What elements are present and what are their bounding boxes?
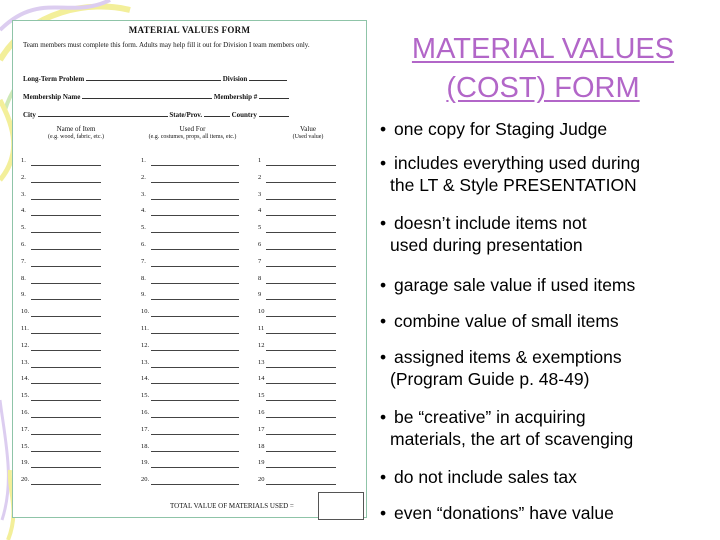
item-name-line bbox=[31, 350, 101, 351]
bullet-dot: • bbox=[380, 407, 387, 427]
form-title: MATERIAL VALUES FORM bbox=[128, 25, 251, 35]
bullet-text-line2: materials, the art of scavenging bbox=[390, 429, 634, 449]
used-for-line bbox=[151, 434, 239, 435]
value-number: 12 bbox=[258, 341, 265, 349]
bullet-item bbox=[380, 502, 710, 524]
used-for-line bbox=[151, 299, 239, 300]
bullet-item bbox=[380, 346, 710, 390]
used-for-line bbox=[151, 249, 239, 250]
problem-label: Long-Term Problem bbox=[23, 75, 85, 83]
value-number: 14 bbox=[258, 375, 265, 383]
item-name-number: 5. bbox=[21, 224, 26, 232]
item-name-number: 16. bbox=[21, 409, 30, 416]
bullet-item bbox=[380, 212, 710, 256]
total-label: TOTAL VALUE OF MATERIALS USED = bbox=[170, 502, 294, 510]
used-for-number: 1. bbox=[141, 157, 146, 164]
value-number: 8 bbox=[258, 274, 262, 282]
column-head-item bbox=[31, 125, 121, 141]
used-for-line bbox=[151, 232, 239, 233]
used-for-number: 16. bbox=[141, 409, 150, 416]
value-line bbox=[266, 434, 336, 435]
item-name-number: 11. bbox=[21, 325, 29, 332]
item-name-line bbox=[31, 232, 101, 233]
item-name-number: 10. bbox=[21, 308, 30, 316]
value-line bbox=[266, 249, 336, 250]
bullet-text-line1: be “creative” in acquiring bbox=[394, 407, 586, 427]
item-name-number: 1. bbox=[21, 157, 26, 164]
used-for-number: 3. bbox=[141, 190, 146, 198]
membership-name-blank bbox=[82, 91, 212, 99]
item-name-line bbox=[31, 484, 101, 485]
bullet-text-line1: do not include sales tax bbox=[394, 467, 577, 487]
item-name-line bbox=[31, 266, 101, 267]
used-for-line bbox=[151, 283, 239, 284]
item-name-line bbox=[31, 451, 101, 452]
item-name-line bbox=[31, 417, 101, 418]
value-line bbox=[266, 467, 336, 468]
bullet-item bbox=[380, 274, 710, 296]
column-head-used-for-sub: (e.g. costumes, props, all items, etc.) bbox=[148, 134, 237, 140]
value-number: 2 bbox=[258, 173, 262, 181]
used-for-line bbox=[151, 333, 239, 334]
bullet-text-line1: assigned items & exemptions bbox=[394, 347, 622, 367]
bullet-item bbox=[380, 152, 710, 196]
used-for-number: 7. bbox=[141, 257, 146, 265]
value-line bbox=[266, 367, 336, 368]
used-for-number: 8. bbox=[141, 274, 146, 282]
item-name-line bbox=[31, 283, 101, 284]
used-for-line bbox=[151, 215, 239, 216]
item-name-number: 15. bbox=[21, 392, 30, 400]
used-for-line bbox=[151, 182, 239, 183]
item-name-line bbox=[31, 467, 101, 468]
column-head-value bbox=[268, 125, 348, 141]
item-name-line bbox=[31, 299, 101, 300]
value-number: 3 bbox=[258, 190, 262, 198]
bullet-dot: • bbox=[380, 153, 387, 173]
used-for-line bbox=[151, 383, 239, 384]
item-name-number: 14. bbox=[21, 375, 30, 383]
value-line bbox=[266, 350, 336, 351]
bullet-dot: • bbox=[380, 311, 387, 331]
item-name-line bbox=[31, 367, 101, 368]
column-head-used-for bbox=[135, 125, 250, 141]
value-line bbox=[266, 333, 336, 334]
value-number: 18 bbox=[258, 442, 265, 450]
membership-name-label: Membership Name bbox=[23, 93, 81, 101]
item-name-number: 17. bbox=[21, 425, 30, 433]
used-for-number: 4. bbox=[141, 207, 146, 215]
item-name-number: 20. bbox=[21, 476, 30, 484]
used-for-line bbox=[151, 484, 239, 485]
used-for-number: 14. bbox=[141, 375, 150, 383]
column-head-item-title: Name of Item bbox=[56, 125, 96, 133]
bullet-text-line1: one copy for Staging Judge bbox=[394, 119, 608, 139]
membership-row bbox=[23, 91, 289, 101]
item-name-number: 12. bbox=[21, 341, 30, 349]
total-value-box bbox=[318, 492, 364, 520]
item-name-line bbox=[31, 400, 101, 401]
item-name-line bbox=[31, 434, 101, 435]
form-instruction: Team members must complete this form. Adults may help fill it out for Division I team members only. bbox=[23, 41, 310, 49]
value-line bbox=[266, 417, 336, 418]
bullet-dot: • bbox=[380, 275, 387, 295]
used-for-line bbox=[151, 350, 239, 351]
used-for-number: 13. bbox=[141, 358, 150, 366]
slide-title-line1: MATERIAL VALUES bbox=[411, 33, 675, 65]
country-blank bbox=[259, 109, 289, 117]
bullet-item bbox=[380, 466, 710, 488]
slide-title-line2: (COST) FORM bbox=[446, 72, 640, 104]
value-number: 9 bbox=[258, 291, 262, 299]
used-for-number: 9. bbox=[141, 291, 146, 299]
material-values-form-image bbox=[12, 20, 367, 518]
value-line bbox=[266, 383, 336, 384]
used-for-line bbox=[151, 467, 239, 468]
used-for-number: 2. bbox=[141, 173, 146, 181]
value-line bbox=[266, 266, 336, 267]
item-name-line bbox=[31, 333, 101, 334]
membership-number-label: Membership # bbox=[213, 93, 258, 101]
bullet-item bbox=[380, 406, 710, 450]
item-name-number: 3. bbox=[21, 190, 26, 198]
value-number: 20 bbox=[258, 476, 265, 484]
value-number: 5 bbox=[258, 224, 262, 232]
value-line bbox=[266, 215, 336, 216]
value-number: 10 bbox=[258, 308, 265, 316]
item-name-number: 6. bbox=[21, 241, 26, 248]
bullet-dot: • bbox=[380, 347, 387, 367]
value-line bbox=[266, 283, 336, 284]
item-name-line bbox=[31, 249, 101, 250]
bullet-text-line1: doesn’t include items not bbox=[394, 213, 587, 233]
value-line bbox=[266, 165, 336, 166]
item-name-number: 19. bbox=[21, 459, 30, 467]
value-number: 1 bbox=[258, 157, 262, 164]
used-for-number: 17. bbox=[141, 425, 150, 433]
column-head-used-for-title: Used For bbox=[179, 125, 206, 133]
item-name-number: 15. bbox=[21, 442, 30, 450]
value-number: 7 bbox=[258, 257, 262, 265]
value-line bbox=[266, 400, 336, 401]
item-name-number: 7. bbox=[21, 257, 26, 265]
city-label: City bbox=[23, 111, 36, 119]
item-name-line bbox=[31, 182, 101, 183]
value-number: 11 bbox=[258, 325, 265, 332]
bullet-text-line1: even “donations” have value bbox=[394, 503, 614, 523]
city-blank bbox=[38, 109, 168, 117]
column-head-item-sub: (e.g. wood, fabric, etc.) bbox=[48, 134, 104, 140]
item-name-number: 13. bbox=[21, 358, 30, 366]
value-line bbox=[266, 451, 336, 452]
used-for-line bbox=[151, 316, 239, 317]
item-name-line bbox=[31, 215, 101, 216]
bullet-item bbox=[380, 118, 710, 140]
bullet-dot: • bbox=[380, 119, 387, 139]
used-for-number: 12. bbox=[141, 341, 150, 349]
bullet-text-line1: includes everything used during bbox=[394, 153, 641, 173]
column-head-value-sub: (Used value) bbox=[292, 134, 324, 140]
slide-title bbox=[378, 30, 708, 108]
used-for-line bbox=[151, 165, 239, 166]
item-name-number: 4. bbox=[21, 207, 26, 215]
used-for-line bbox=[151, 199, 239, 200]
item-name-line bbox=[31, 316, 101, 317]
value-line bbox=[266, 199, 336, 200]
item-name-number: 9. bbox=[21, 291, 26, 299]
used-for-number: 10. bbox=[141, 308, 150, 316]
bullet-text-line1: garage sale value if used items bbox=[394, 275, 636, 295]
value-number: 4 bbox=[258, 207, 262, 215]
item-name-line bbox=[31, 199, 101, 200]
used-for-number: 19. bbox=[141, 459, 150, 467]
state-blank bbox=[204, 109, 230, 117]
problem-division-row bbox=[23, 73, 287, 83]
used-for-line bbox=[151, 266, 239, 267]
used-for-number: 11. bbox=[141, 325, 149, 332]
bullet-text-line2: used during presentation bbox=[390, 235, 583, 255]
item-name-number: 2. bbox=[21, 173, 26, 181]
used-for-line bbox=[151, 367, 239, 368]
country-label: Country bbox=[231, 111, 257, 119]
used-for-number: 20. bbox=[141, 476, 150, 484]
item-name-line bbox=[31, 383, 101, 384]
value-number: 16 bbox=[258, 409, 265, 416]
value-line bbox=[266, 316, 336, 317]
value-number: 15 bbox=[258, 392, 265, 400]
state-label: State/Prov. bbox=[169, 111, 203, 119]
value-number: 19 bbox=[258, 459, 265, 467]
bullet-dot: • bbox=[380, 213, 387, 233]
value-number: 6 bbox=[258, 241, 262, 248]
value-line bbox=[266, 299, 336, 300]
item-name-line bbox=[31, 165, 101, 166]
used-for-line bbox=[151, 451, 239, 452]
used-for-line bbox=[151, 400, 239, 401]
bullet-text-line1: combine value of small items bbox=[394, 311, 619, 331]
used-for-line bbox=[151, 417, 239, 418]
bullet-dot: • bbox=[380, 503, 387, 523]
used-for-number: 5. bbox=[141, 224, 146, 232]
bullet-text-line2: the LT & Style PRESENTATION bbox=[390, 175, 637, 195]
bullet-text-line2: (Program Guide p. 48-49) bbox=[390, 369, 590, 389]
membership-number-blank bbox=[259, 91, 289, 99]
location-row bbox=[23, 109, 289, 119]
problem-blank bbox=[86, 73, 221, 81]
value-line bbox=[266, 182, 336, 183]
division-label: Division bbox=[222, 75, 248, 83]
item-name-number: 8. bbox=[21, 274, 26, 282]
used-for-number: 15. bbox=[141, 392, 150, 400]
value-line bbox=[266, 484, 336, 485]
used-for-number: 18. bbox=[141, 442, 150, 450]
value-number: 17 bbox=[258, 425, 265, 433]
column-head-value-title: Value bbox=[300, 125, 316, 133]
division-blank bbox=[249, 73, 287, 81]
bullet-item bbox=[380, 310, 710, 332]
used-for-number: 6. bbox=[141, 241, 146, 248]
value-number: 13 bbox=[258, 358, 265, 366]
value-line bbox=[266, 232, 336, 233]
bullet-dot: • bbox=[380, 467, 387, 487]
